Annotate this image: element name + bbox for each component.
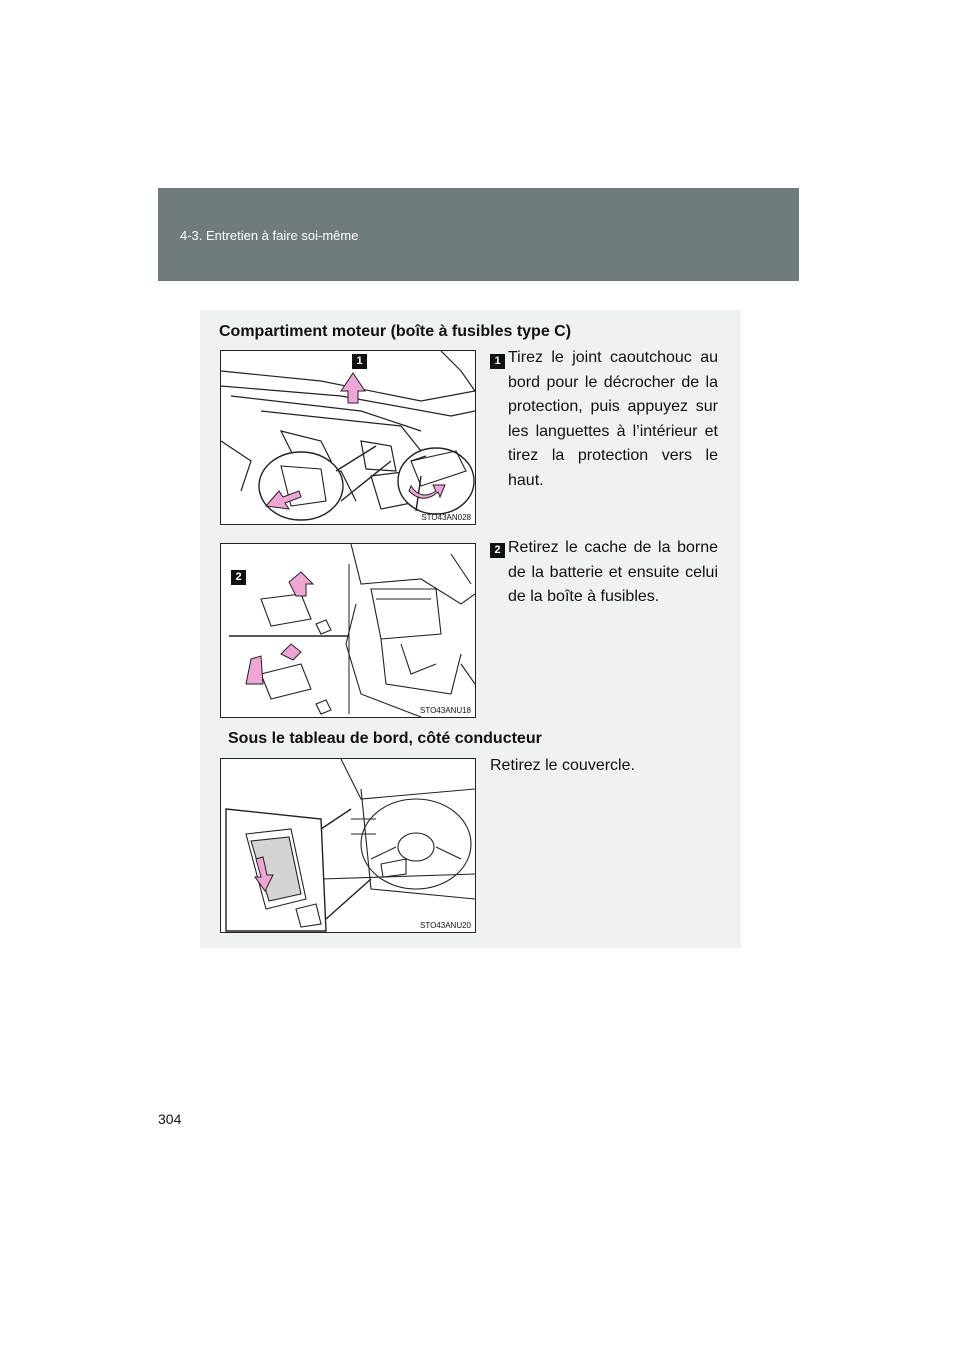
figure-dashboard-cover: [220, 758, 476, 933]
step-2-text: Retirez le cache de la borne de la batterie et ensuite celui de la boîte à fusibles.: [508, 539, 718, 605]
up-arrow-icon: [341, 373, 365, 403]
step-1-text: Tirez le joint caoutchouc au bord pour le décrocher de la protection, puis appuyez sur les languettes à l’intérieur et tirez la protection vers le haut.: [508, 349, 718, 489]
dashboard-illustration: [221, 759, 475, 932]
header-band: [158, 188, 799, 281]
engine-illustration-1: [221, 351, 475, 524]
page-number: 304: [158, 1111, 182, 1127]
engine-heading: Compartiment moteur (boîte à fusibles type C): [219, 323, 572, 340]
figure-battery-terminal-cover: [220, 543, 476, 718]
content-panel: [200, 310, 741, 948]
step-number-2-icon: 2: [231, 570, 246, 585]
section-title: 4-3. Entretien à faire soi-même: [180, 228, 359, 243]
figure-code: STO43ANU20: [420, 921, 471, 930]
step-marker-1: 1: [490, 354, 505, 369]
figure-code: STO43AN028: [421, 513, 471, 522]
dashboard-step-text: Retirez le couvercle.: [490, 757, 635, 774]
step-number-1-icon: 1: [352, 354, 367, 369]
figure-code: STO43ANU18: [420, 706, 471, 715]
step-marker-2: 2: [490, 543, 505, 558]
dashboard-heading: Sous le tableau de bord, côté conducteur: [228, 730, 542, 747]
figure-fuse-cover-removal: [220, 350, 476, 525]
engine-illustration-2: [221, 544, 475, 717]
